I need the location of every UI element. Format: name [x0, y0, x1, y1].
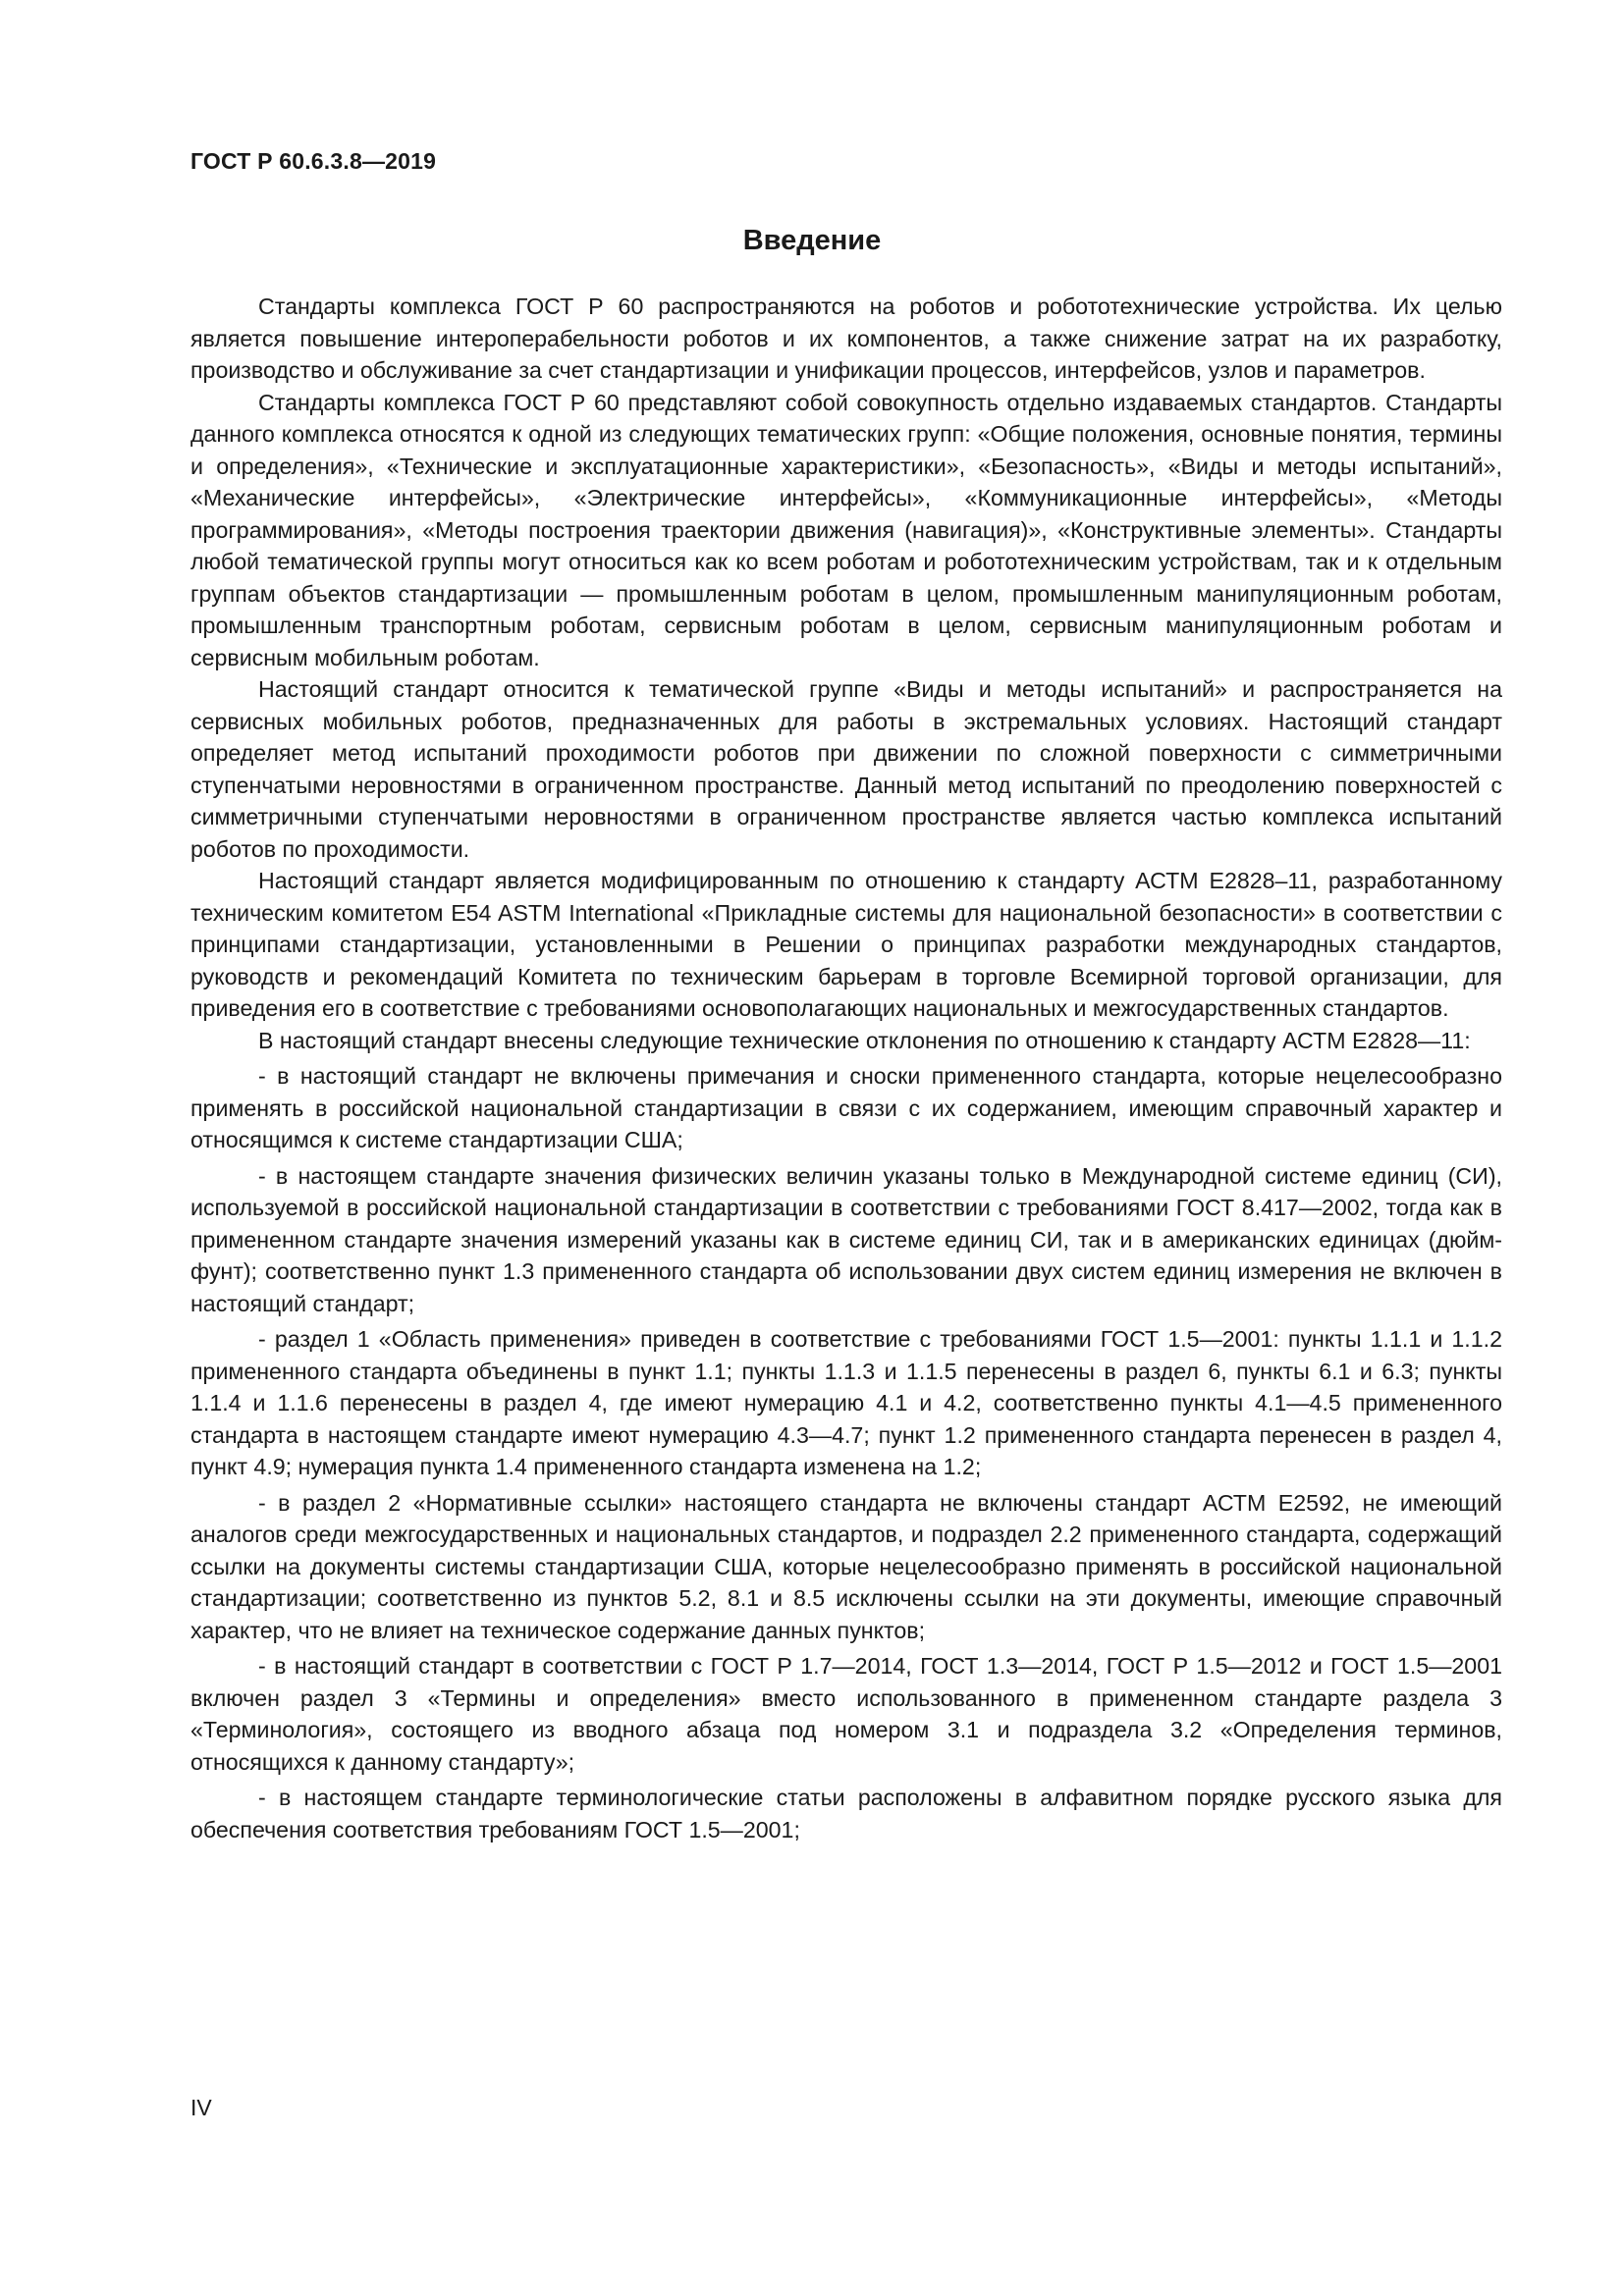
paragraph: Настоящий стандарт относится к тематической группе «Виды и методы испытаний» и распространяется на сервисных мобильных роботов, предназначенных для работы в экстремальных условиях. Настоящий стандарт определяет метод испытаний проходимости роботов при движении по сложной поверхности с симметричными ступенчатыми неровностями в ограниченном пространстве. Данный метод испытаний по преодолению поверхностей с симметричными ступенчатыми неровностями в ограниченном пространстве является частью комплекса испытаний роботов по проходимости.: [190, 676, 1502, 862]
document-code: ГОСТ Р 60.6.3.8—2019: [190, 148, 437, 174]
paragraph: Настоящий стандарт является модифицированным по отношению к стандарту АСТМ Е2828–11, разработанному техническим комитетом E54 ASTM International «Прикладные системы для национальной безопасности» в соответствии с принципами стандартизации, установленными в Решении о принципах разработки международных стандартов, руководств и рекомендаций Комитета по техническим барьерам в торговле Всемирной торговой организации, для приведения его в соответствие с требованиями основополагающих национальных и межгосударственных стандартов.: [190, 868, 1502, 1021]
paragraph: Стандарты комплекса ГОСТ Р 60 распространяются на роботов и робототехнические устройства. Их целью является повышение интероперабельности роботов и их компонентов, а также снижение затрат на их разработку, производство и обслуживание за счет стандартизации и унификации процессов, интерфейсов, узлов и параметров.: [190, 294, 1502, 383]
paragraph: Стандарты комплекса ГОСТ Р 60 представляют собой совокупность отдельно издаваемых стандартов. Стандарты данного комплекса относятся к одной из следующих тематических групп: «Общие положения, основные понятия, термины и определения», «Технические и эксплуатационные характеристики», «Безопасность», «Виды и методы испытаний», «Механические интерфейсы», «Электрические интерфейсы», «Коммуникационные интерфейсы», «Методы программирования», «Методы построения траектории движения (навигация)», «Конструктивные элементы». Стандарты любой тематической группы могут относиться как ко всем роботам и робототехническим устройствам, так и к отдельным группам объектов стандартизации — промышленным роботам в целом, промышленным манипуляционным роботам, промышленным транспортным роботам, сервисным роботам в целом, сервисным манипуляционным роботам и сервисным мобильным роботам.: [190, 389, 1502, 670]
paragraph: В настоящий стандарт внесены следующие технические отклонения по отношению к стандарту АСТМ Е2828—11:: [258, 1027, 1471, 1053]
page-number: IV: [190, 2095, 212, 2120]
list-item: - раздел 1 «Область применения» приведен в соответствие с требованиями ГОСТ 1.5—2001: пункты 1.1.1 и 1.1.2 примененного стандарта объединены в пункт 1.1; пункты 1.1.3 и 1.1.5 перенесены в раздел 6, пункты 6.1 и 6.3; пункты 1.1.4 и 1.1.6 перенесены в раздел 4, где имеют нумерацию 4.1 и 4.2, соответственно пункты 4.1—4.5 примененного стандарта в настоящем стандарте имеют нумерацию 4.3—4.7; пункт 1.2 примененного стандарта перенесен в раздел 4, пункт 4.9; нумерация пункта 1.4 примененного стандарта изменена на 1.2;: [190, 1326, 1502, 1479]
list-item: - в настоящий стандарт не включены примечания и сноски примененного стандарта, которые нецелесообразно применять в российской национальной стандартизации в связи с их содержанием, имеющим справочный характер и относящимся к системе стандартизации США;: [190, 1063, 1502, 1152]
list-item: - в настоящий стандарт в соответствии с ГОСТ Р 1.7—2014, ГОСТ 1.3—2014, ГОСТ Р 1.5—2012 и ГОСТ 1.5—2001 включен раздел 3 «Термины и определения» вместо использованного в примененном стандарте раздела 3 «Терминология», состоящего из вводного абзаца под номером 3.1 и подраздела 3.2 «Определения терминов, относящихся к данному стандарту»;: [190, 1653, 1502, 1775]
document-body: [190, 291, 1502, 1845]
section-title: Введение: [742, 225, 882, 256]
list-item: - в настоящем стандарте терминологические статьи расположены в алфавитном порядке русского языка для обеспечения соответствия требованиям ГОСТ 1.5—2001;: [190, 1785, 1502, 1842]
list-item: - в настоящем стандарте значения физических величин указаны только в Международной системе единиц (СИ), используемой в российской национальной стандартизации в соответствии с требованиями ГОСТ 8.417—2002, тогда как в примененном стандарте значения измерений указаны как в системе единиц СИ, так и в американских единицах (дюйм-фунт); соответственно пункт 1.3 примененного стандарта об использовании двух систем единиц измерения не включен в настоящий стандарт;: [190, 1162, 1502, 1316]
list-item: - в раздел 2 «Нормативные ссылки» настоящего стандарта не включены стандарт АСТМ Е2592, не имеющий аналогов среди межгосударственных и национальных стандартов, и подраздел 2.2 примененного стандарта, содержащий ссылки на документы системы стандартизации США, которые нецелесообразно применять в российской национальной стандартизации; соответственно из пунктов 5.2, 8.1 и 8.5 исключены ссылки на эти документы, имеющие справочный характер, что не влияет на техническое содержание данных пунктов;: [190, 1489, 1502, 1643]
